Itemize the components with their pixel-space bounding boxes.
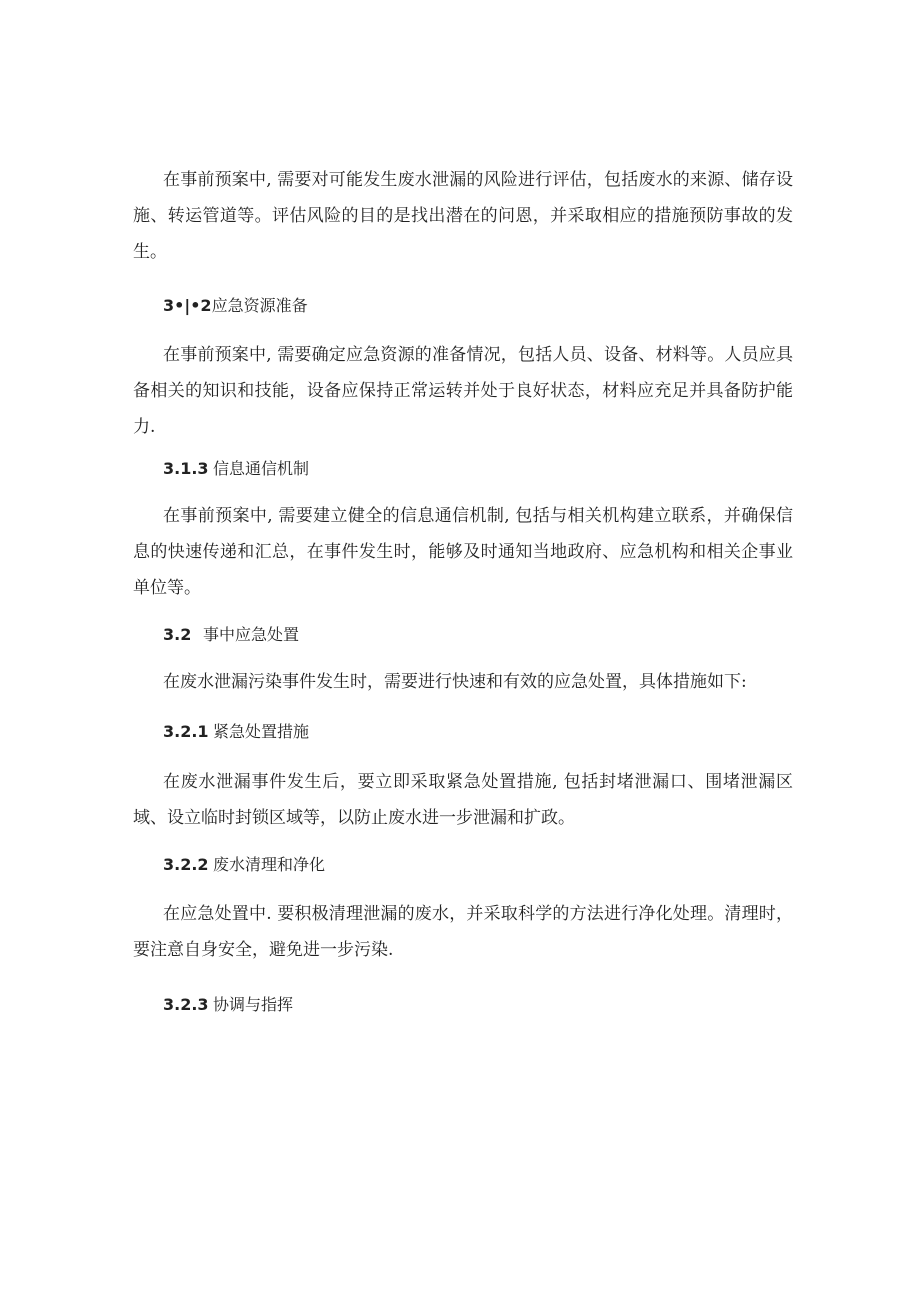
- heading-3-2-1: [163, 720, 309, 744]
- paragraph-resource-preparation: 在事前预案中, 需要确定应急资源的准备情况，包括人员、设备、材料等。人员应具备相关的知识和技能，设备应保持正常运转并处于良好状态，材料应充足并具备防护能力.: [133, 345, 793, 437]
- heading-title: 协调与指挥: [213, 995, 294, 1014]
- paragraph-risk-assessment: 在事前预案中, 需要对可能发生废水泄漏的风险进行评估，包括废水的来源、储存设施、转运管道等。评估风险的目的是找出潜在的问恩，并采取相应的措施预防事故的发生。: [133, 170, 793, 262]
- heading-title: 紧急处置措施: [213, 722, 310, 741]
- heading-title: 信息通信机制: [213, 459, 310, 478]
- heading-title: 应急资源准备: [211, 296, 308, 315]
- paragraph-emergency-intro: 在废水泄漏污染事件发生时，需要进行快速和有效的应急处置，具体措施如下:: [163, 672, 747, 692]
- heading-3-2: [163, 623, 299, 647]
- paragraph-emergency-measures: 在废水泄漏事件发生后，要立即采取紧急处置措施, 包括封堵泄漏口、围堵泄漏区域、设立临时封锁区域等，以防止废水进一步泄漏和扩政。: [133, 772, 793, 828]
- heading-3-1-2: [163, 294, 308, 318]
- heading-number: 3.2.2: [163, 855, 209, 874]
- heading-number: 3.2.1: [163, 722, 209, 741]
- heading-3-2-3: [163, 993, 293, 1017]
- heading-number: 3•|•2: [163, 296, 212, 315]
- heading-3-2-2: [163, 853, 325, 877]
- heading-number: 3.2.3: [163, 995, 209, 1014]
- paragraph-communication-mechanism: 在事前预案中, 需要建立健全的信息通信机制, 包括与相关机构建立联系，并确保信息的快速传递和汇总，在事件发生时，能够及时通知当地政府、应急机构和相关企事业单位等。: [133, 506, 793, 598]
- heading-number: 3.1.3: [163, 459, 209, 478]
- paragraph-cleanup-purification: 在应急处置中. 要积极清理泄漏的废水，并采取科学的方法进行净化处理。清理时，要注意自身安全，避免进一步污染.: [133, 904, 793, 960]
- heading-title: 事中应急处置: [203, 625, 300, 644]
- heading-number: 3.2: [163, 625, 192, 644]
- heading-3-1-3: [163, 457, 309, 481]
- heading-title: 废水清理和净化: [213, 855, 326, 874]
